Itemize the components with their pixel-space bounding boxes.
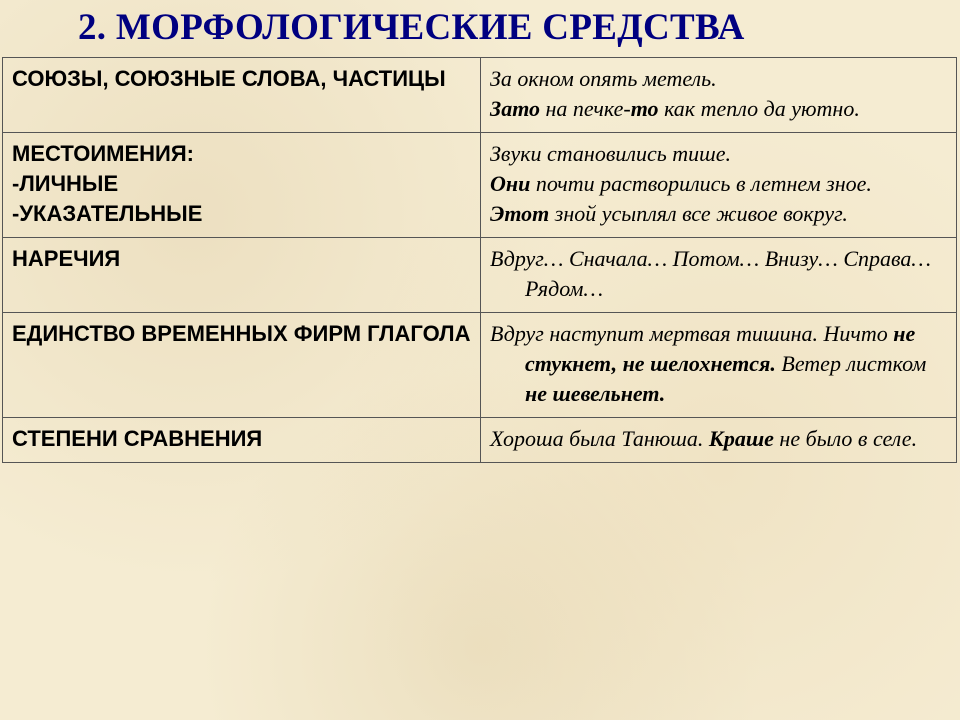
example-sentence	[490, 94, 948, 124]
sentence-text: почти растворились в летнем зное.	[530, 171, 872, 196]
example-cell	[481, 418, 957, 463]
category-label: МЕСТОИМЕНИЯ:	[12, 141, 194, 166]
means-table	[2, 57, 957, 463]
highlighted-word: Краше	[708, 426, 774, 451]
example-cell	[481, 58, 957, 133]
table-row	[3, 238, 957, 313]
example-cell	[481, 313, 957, 418]
category-label: НАРЕЧИЯ	[12, 246, 121, 271]
example-sentence	[490, 139, 948, 169]
category-cell	[3, 133, 481, 238]
sentence-text: Хороша была Танюша.	[490, 426, 709, 451]
highlighted-word: Зато	[490, 96, 541, 121]
category-label: -УКАЗАТЕЛЬНЫЕ	[12, 201, 203, 226]
sentence-text: Вдруг… Сначала… Потом… Внизу… Справа… Рядом…	[490, 246, 931, 301]
slide-title: 2. МОРФОЛОГИЧЕСКИЕ СРЕДСТВА	[78, 7, 745, 48]
table-row	[3, 58, 957, 133]
sentence-text: не было в селе.	[773, 426, 918, 451]
table-row	[3, 133, 957, 238]
example-sentence	[490, 64, 948, 94]
category-cell	[3, 418, 481, 463]
sentence-text: Ветер листком	[775, 351, 927, 376]
category-label: СОЮЗЫ, СОЮЗНЫЕ СЛОВА, ЧАСТИЦЫ	[12, 66, 446, 91]
highlighted-word: не стукнет, не шелохнется.	[525, 321, 916, 376]
category-label: -ЛИЧНЫЕ	[12, 171, 119, 196]
category-label: СТЕПЕНИ СРАВНЕНИЯ	[12, 426, 263, 451]
highlighted-word: Этот	[490, 201, 550, 226]
example-sentence	[490, 199, 948, 229]
example-cell	[481, 238, 957, 313]
sentence-text: Звуки становились тише.	[490, 141, 732, 166]
sentence-text: За окном опять метель.	[490, 66, 717, 91]
example-cell	[481, 133, 957, 238]
highlighted-word: не шевельнет.	[525, 381, 666, 406]
sentence-text: зной усыплял все живое вокруг.	[549, 201, 848, 226]
sentence-text: Вдруг наступит мертвая тишина. Ничто	[490, 321, 894, 346]
sentence-text: на печке-	[540, 96, 631, 121]
example-sentence	[490, 169, 948, 199]
highlighted-word: Они	[490, 171, 531, 196]
example-sentence	[490, 244, 948, 304]
category-cell	[3, 313, 481, 418]
sentence-text: как тепло да уютно.	[658, 96, 860, 121]
example-sentence	[490, 319, 948, 409]
table-row	[3, 418, 957, 463]
means-table-body	[3, 58, 957, 463]
highlighted-word: то	[630, 96, 659, 121]
example-sentence	[490, 424, 948, 454]
category-cell	[3, 238, 481, 313]
table-row	[3, 313, 957, 418]
category-label: ЕДИНСТВО ВРЕМЕННЫХ ФИРМ ГЛАГОЛА	[12, 321, 471, 346]
category-cell	[3, 58, 481, 133]
